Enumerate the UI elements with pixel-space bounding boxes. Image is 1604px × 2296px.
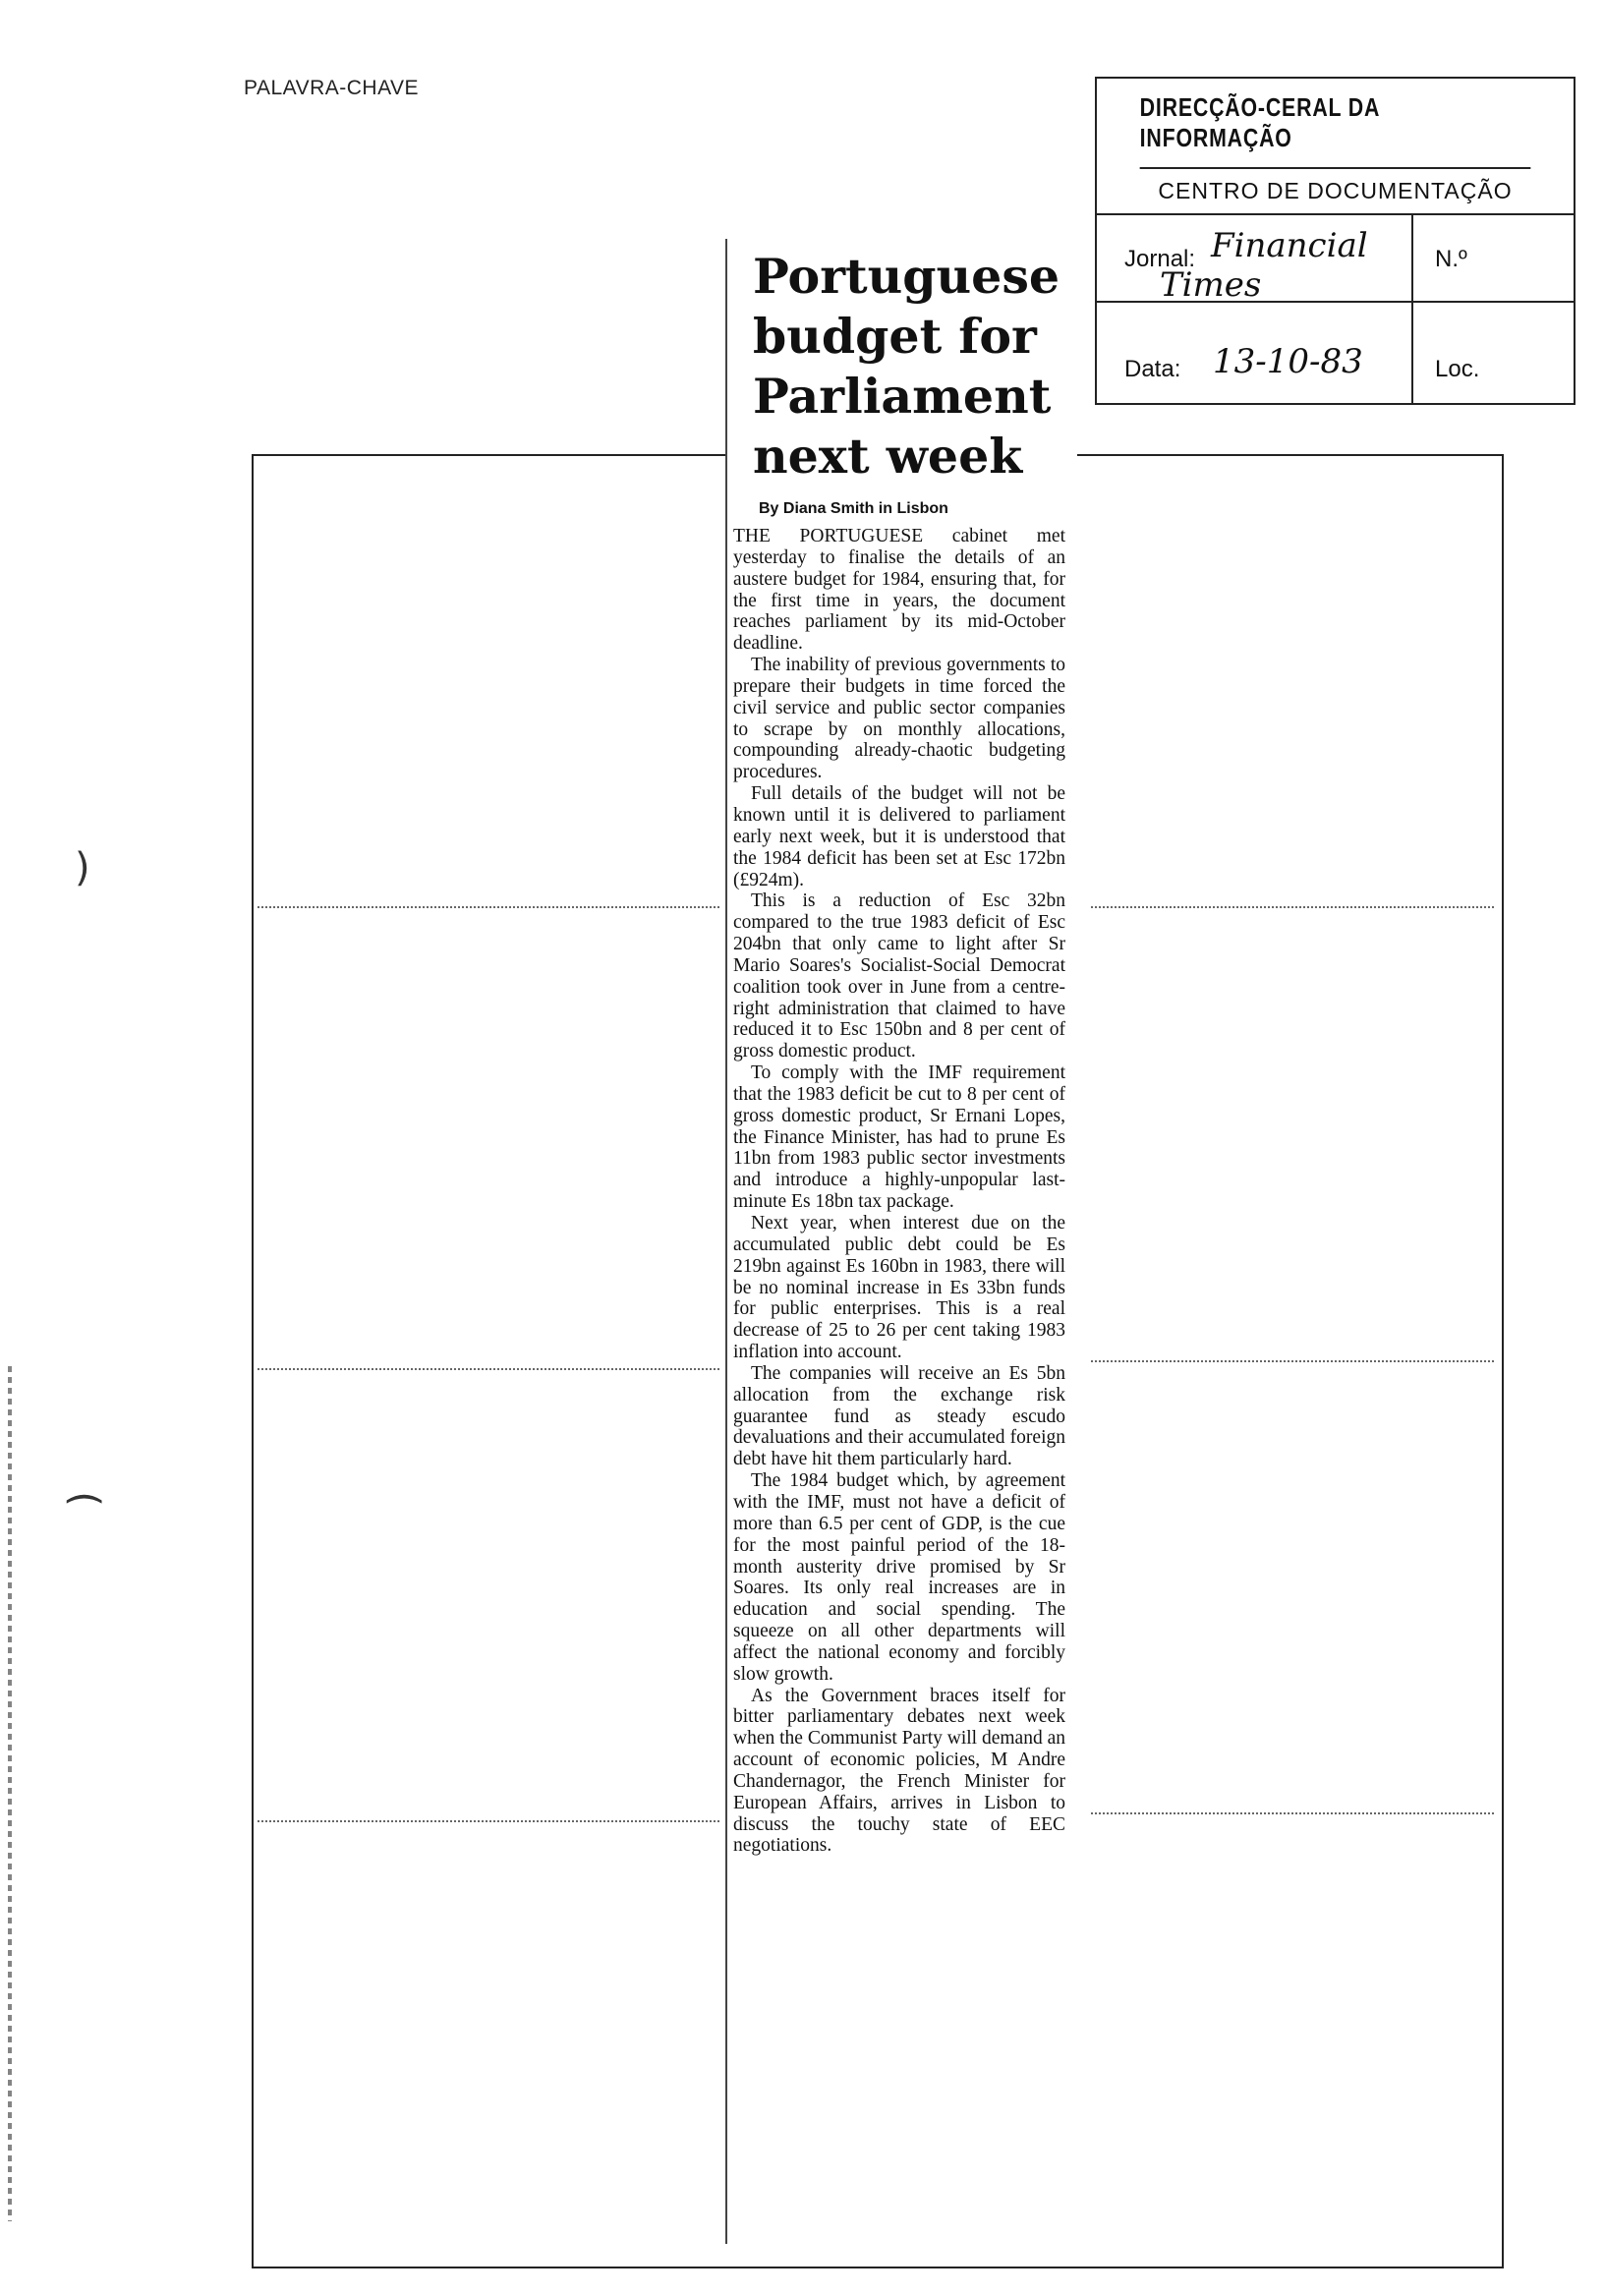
headline-line: budget for [753,308,1037,365]
headline-line: Portuguese [753,248,1060,305]
data-label: Data: [1124,356,1181,382]
article-body [733,526,1065,1857]
article-headline [753,247,1067,487]
jornal-handwritten-1: Financial [1211,226,1368,265]
jornal-label: Jornal: [1124,246,1196,272]
stamp-centre: CENTRO DE DOCUMENTAÇÃO [1097,169,1574,215]
data-handwritten: 13-10-83 [1213,342,1363,381]
dotted-guide [1091,1360,1494,1362]
dotted-guide [258,1820,719,1822]
article-paragraph: THE PORTUGUESE cabinet met yesterday to finalise the details of an austere budget for 1984, ensuring that, for the first time in years, the document reaches parliament by its mid-October deadline. [733,526,1065,655]
dotted-guide [258,1368,719,1370]
stamp-office: DIRECÇÃO-CERAL DA INFORMAÇÃO [1140,79,1531,169]
keyword-label: PALAVRA-CHAVE [244,77,420,99]
hole-punch-mark: ) [75,845,90,890]
scan-edge-artifact [8,1366,12,2221]
article-paragraph: To comply with the IMF requirement that the 1983 deficit be cut to 8 per cent of gross domestic product, Sr Ernani Lopes, the Finance Minister, has had to prune Es 11bn from 1983 public sector investments and introduce a highly-unpopular last-minute Es 18bn tax package. [733,1062,1065,1213]
article-paragraph: The 1984 budget which, by agreement with the IMF, must not have a deficit of more than 6.5 per cent of GDP, is the cue for the most painful period of the 18-month austerity drive promised by Sr Soares. Its only real increases are in education and social spending. The squeeze on all other departments will affect the national economy and forcibly slow growth. [733,1470,1065,1685]
jornal-handwritten-2: Times [1160,265,1262,305]
numero-label: N.º [1435,246,1467,272]
archive-stamp [1095,77,1575,405]
dotted-guide [1091,1812,1494,1814]
article-paragraph: As the Government braces itself for bitter parliamentary debates next week when the Communist Party will demand an account of economic policies, M Andre Chandernagor, the French Minister for European Affairs, arrives in Lisbon to discuss the touchy state of EEC negotiations. [733,1685,1065,1857]
newspaper-clipping [725,239,1077,2244]
article-paragraph: Full details of the budget will not be known until it is delivered to parliament early next week, but it is understood that the 1984 deficit has been set at Esc 172bn (£924m). [733,783,1065,890]
stamp-divider-bottom [1411,303,1413,403]
stamp-divider-top [1411,213,1413,301]
loc-label: Loc. [1435,356,1480,382]
headline-line: Parliament [753,368,1052,425]
hole-punch-mark: ( [61,1491,107,1507]
dotted-guide [1091,906,1494,908]
article-paragraph: Next year, when interest due on the accumulated public debt could be Es 219bn against Es 160bn in 1983, there will be no nominal increase in Es 33bn funds for public enterprises. This is a real decrease of 25 to 26 per cent taking 1983 inflation into account. [733,1213,1065,1363]
headline-line: next week [753,428,1023,485]
article-paragraph: The inability of previous governments to prepare their budgets in time forced the civil service and public sector companies to scrape by on monthly allocations, compounding already-chaotic budgeting procedures. [733,655,1065,783]
dotted-guide [258,906,719,908]
article-paragraph: This is a reduction of Esc 32bn compared to the true 1983 deficit of Esc 204bn that only came to light after Sr Mario Soares's Socialist-Social Democrat coalition took over in June from a centre-right administration that claimed to have reduced it to Esc 150bn and 8 per cent of gross domestic product. [733,890,1065,1062]
article-paragraph: The companies will receive an Es 5bn allocation from the exchange risk guarantee fund as steady escudo devaluations and their accumulated foreign debt have hit them particularly hard. [733,1362,1065,1470]
article-byline: By Diana Smith in Lisbon [759,500,948,517]
